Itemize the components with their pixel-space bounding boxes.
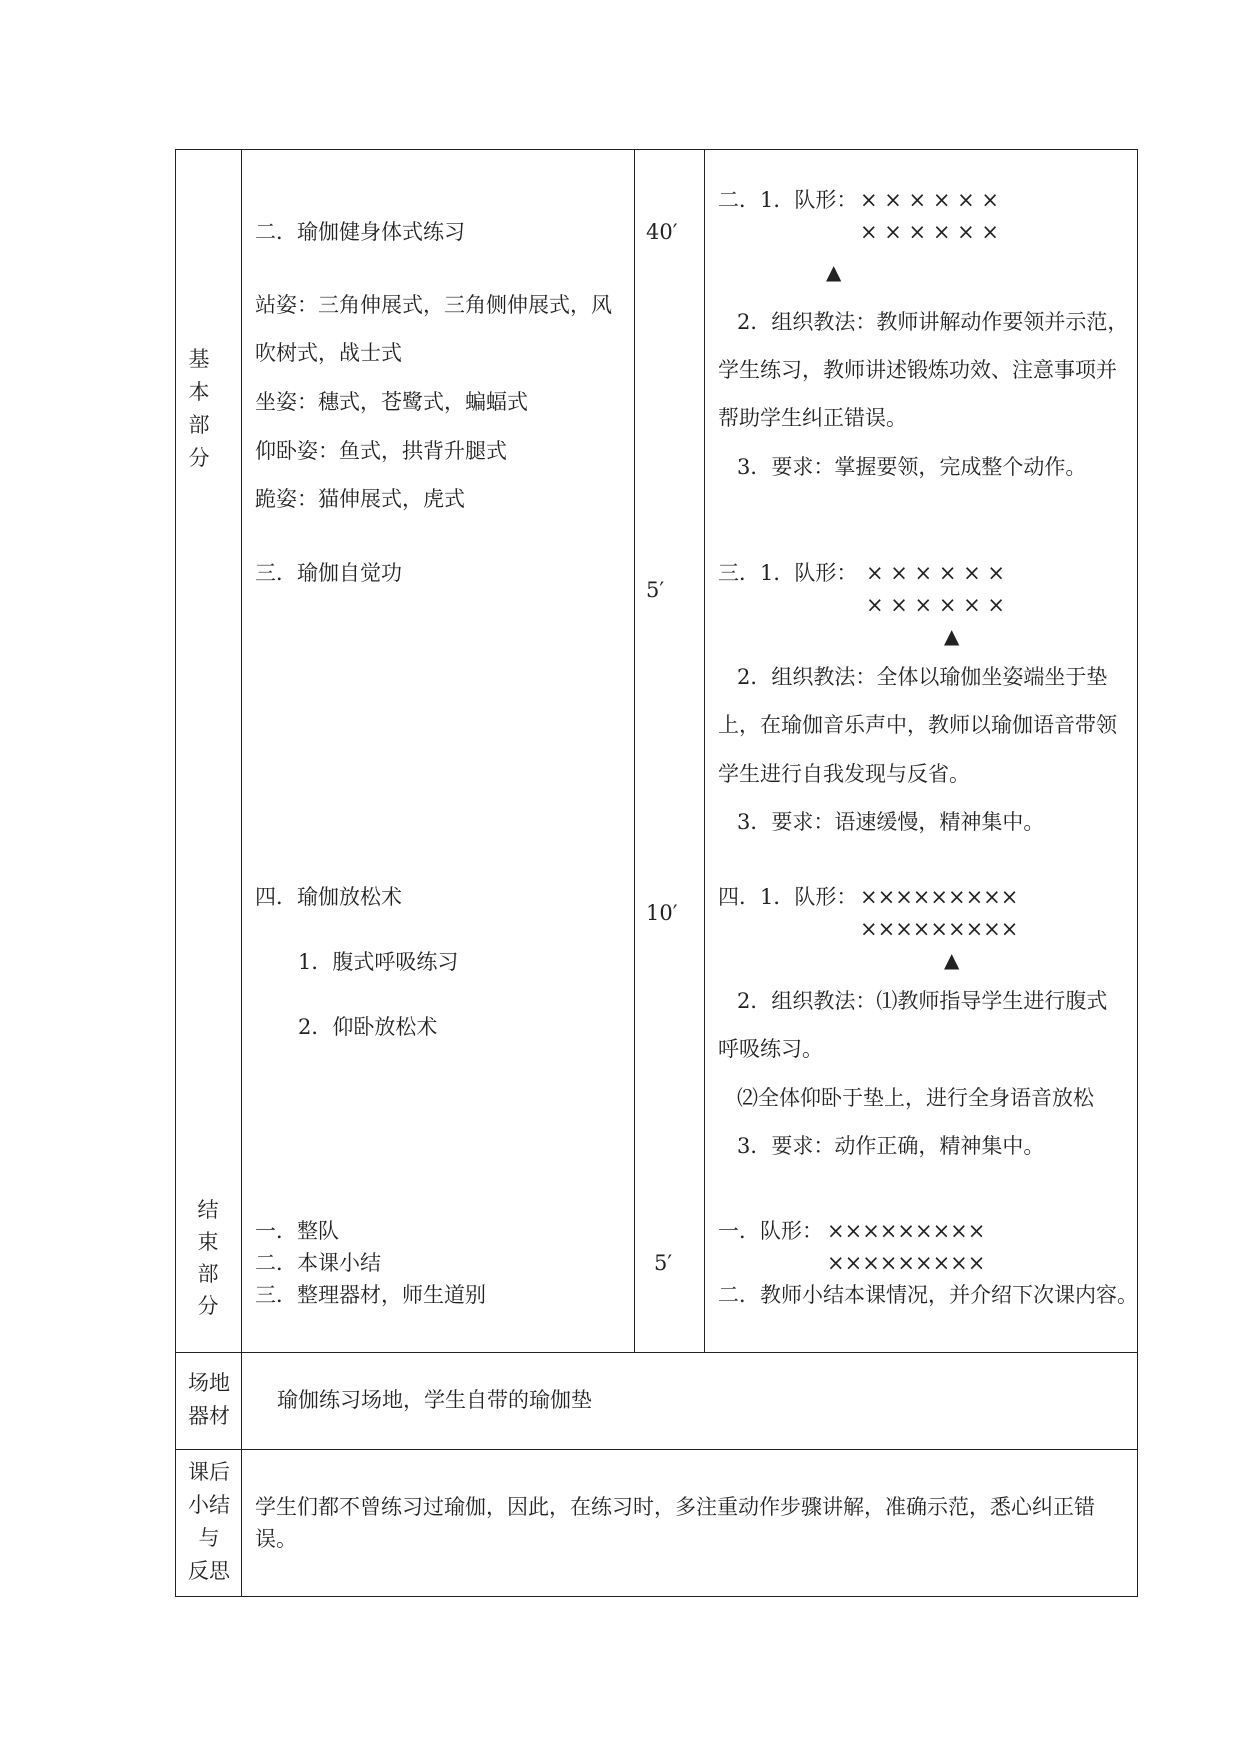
method-end-formation-row-2: ××××××××× bbox=[827, 1251, 986, 1275]
method-4-formation-row-1: ××××××××× bbox=[860, 885, 1019, 909]
divider-reflection-row bbox=[175, 1449, 1138, 1450]
content-section-2-title: 二．瑜伽健身体式练习 bbox=[255, 220, 465, 244]
method-4-formation-label: 四．1．队形： bbox=[718, 885, 858, 909]
section-label-char: 结 bbox=[197, 1198, 219, 1222]
section-label-char: 束 bbox=[197, 1230, 219, 1254]
section-label-basic bbox=[179, 343, 219, 475]
section-label-line: 场地 bbox=[188, 1371, 230, 1395]
content-standing-poses-line1: 站姿：三角伸展式，三角侧伸展式，风 bbox=[255, 293, 612, 317]
content-standing-poses-line2: 吹树式，战士式 bbox=[255, 341, 402, 365]
section-label-char: 本 bbox=[188, 380, 210, 404]
section-label-line: 与 bbox=[198, 1526, 220, 1550]
method-end-formation-label: 一．队形： bbox=[718, 1219, 823, 1243]
table-border-top bbox=[175, 149, 1138, 150]
reflection-text-line2: 误。 bbox=[255, 1527, 297, 1551]
method-3-organization-line3: 学生进行自我发现与反省。 bbox=[718, 762, 970, 786]
section-label-char: 分 bbox=[188, 446, 210, 470]
method-3-organization-line2: 上，在瑜伽音乐声中，教师以瑜伽语音带领 bbox=[718, 713, 1117, 737]
section-label-venue bbox=[179, 1367, 239, 1433]
content-section-3-title: 三．瑜伽自觉功 bbox=[255, 561, 402, 585]
method-2-formation-row-2: × × × × × × bbox=[860, 220, 999, 244]
content-end-item-1: 一．整队 bbox=[255, 1219, 339, 1243]
teacher-position-icon: ▲ bbox=[944, 948, 960, 972]
venue-equipment-text: 瑜伽练习场地，学生自带的瑜伽垫 bbox=[277, 1388, 592, 1412]
table-border-left bbox=[175, 149, 176, 1597]
method-2-organization-line2: 学生练习，教师讲述锻炼功效、注意事项并 bbox=[718, 358, 1117, 382]
divider-label-column bbox=[241, 149, 242, 1597]
section-label-char: 部 bbox=[197, 1262, 219, 1286]
divider-venue-row bbox=[175, 1352, 1138, 1353]
method-2-requirement: 3．要求：掌握要领，完成整个动作。 bbox=[737, 455, 1087, 479]
method-4-formation-row-2: ××××××××× bbox=[860, 917, 1019, 941]
reflection-text-line1: 学生们都不曾练习过瑜伽，因此，在练习时，多注重动作步骤讲解，准确示范，悉心纠正错 bbox=[255, 1495, 1095, 1519]
section-label-end bbox=[188, 1194, 228, 1322]
divider-time-column-right bbox=[704, 149, 705, 1352]
teacher-position-icon: ▲ bbox=[944, 624, 960, 648]
section-label-line: 反思 bbox=[188, 1559, 230, 1583]
content-end-item-3: 三．整理器材，师生道别 bbox=[255, 1283, 486, 1307]
teacher-position-icon: ▲ bbox=[826, 260, 842, 284]
method-2-formation-label: 二．1．队形： bbox=[718, 188, 858, 212]
time-section-2: 40′ bbox=[646, 220, 678, 244]
method-4-organization-line3: ⑵全体仰卧于垫上，进行全身语音放松 bbox=[737, 1086, 1094, 1110]
method-3-requirement: 3．要求：语速缓慢，精神集中。 bbox=[737, 810, 1045, 834]
method-4-organization-line2: 呼吸练习。 bbox=[718, 1037, 823, 1061]
method-3-formation-label: 三．1．队形： bbox=[718, 561, 858, 585]
section-label-line: 小结 bbox=[188, 1493, 230, 1517]
section-label-reflection bbox=[179, 1456, 239, 1588]
table-border-bottom bbox=[175, 1596, 1138, 1597]
section-label-char: 部 bbox=[188, 413, 210, 437]
content-supine-poses: 仰卧姿：鱼式，拱背升腿式 bbox=[255, 439, 507, 463]
method-2-organization-line3: 帮助学生纠正错误。 bbox=[718, 406, 907, 430]
content-end-item-2: 二．本课小结 bbox=[255, 1251, 381, 1275]
method-2-formation-row-1: × × × × × × bbox=[860, 188, 999, 212]
content-sitting-poses: 坐姿：穗式，苍鹭式，蝙蝠式 bbox=[255, 390, 528, 414]
content-section-4-item-2: 2．仰卧放松术 bbox=[298, 1015, 438, 1039]
section-label-char: 基 bbox=[188, 347, 210, 371]
method-end-formation-row-1: ××××××××× bbox=[827, 1219, 986, 1243]
section-label-line: 器材 bbox=[188, 1404, 230, 1428]
time-section-3: 5′ bbox=[646, 578, 665, 602]
section-label-char: 分 bbox=[197, 1294, 219, 1318]
time-section-4: 10′ bbox=[646, 901, 678, 925]
method-3-formation-row-1: × × × × × × bbox=[866, 561, 1005, 585]
content-section-4-title: 四．瑜伽放松术 bbox=[255, 885, 402, 909]
table-border-right bbox=[1137, 149, 1138, 1597]
method-4-requirement: 3．要求：动作正确，精神集中。 bbox=[737, 1134, 1045, 1158]
content-section-4-item-1: 1．腹式呼吸练习 bbox=[298, 950, 459, 974]
method-3-organization-line1: 2．组织教法：全体以瑜伽坐姿端坐于垫 bbox=[737, 665, 1108, 689]
divider-time-column-left bbox=[634, 149, 635, 1352]
content-kneeling-poses: 跪姿：猫伸展式，虎式 bbox=[255, 487, 465, 511]
method-2-organization-line1: 2．组织教法：教师讲解动作要领并示范， bbox=[737, 310, 1129, 334]
method-3-formation-row-2: × × × × × × bbox=[866, 593, 1005, 617]
time-section-end: 5′ bbox=[654, 1251, 673, 1275]
section-label-line: 课后 bbox=[188, 1460, 230, 1484]
method-4-organization-line1: 2．组织教法：⑴教师指导学生进行腹式 bbox=[737, 989, 1108, 1013]
method-end-summary: 二．教师小结本课情况，并介绍下次课内容。 bbox=[718, 1283, 1138, 1307]
